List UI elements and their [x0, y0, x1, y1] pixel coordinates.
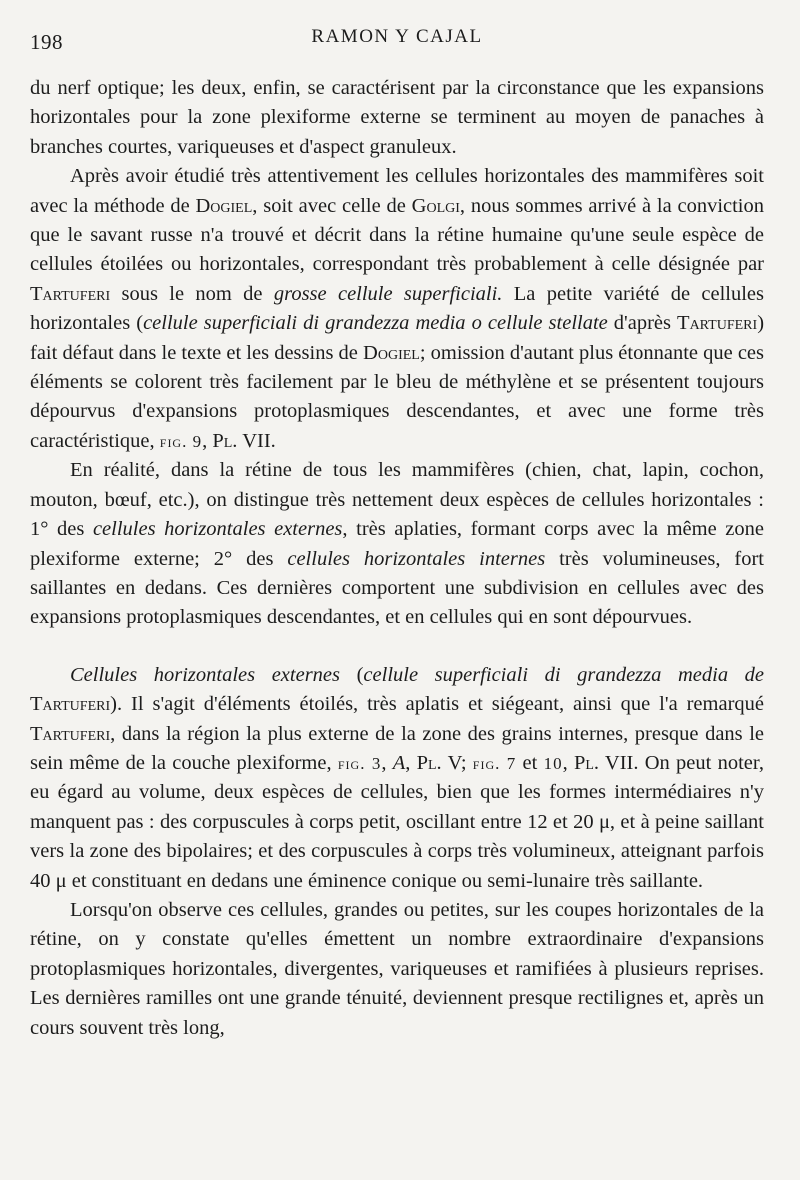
text-run: VII. On peut noter, eu égard au volume, deux espèces de cellules, bien que les formes intermédiaires n'y manquent pas : des corpuscules à corps petit, oscillant entre 12 et 20 μ, et à peine saillant vers la zone des bipolaires; et des corpuscules à corps très volumineux, atteignant parfois 40 μ et constituant en dedans une éminence conique ou semi-lunaire très saillante.	[30, 751, 764, 892]
text-run: ). Il s'agit d'éléments étoilés, très aplatis et siégeant, ainsi que l'a remarqué	[110, 693, 764, 716]
italic-term: cellules horizontales internes	[287, 547, 546, 570]
text-run: (	[340, 663, 364, 686]
body-text	[30, 74, 764, 1043]
text-run: ,	[381, 751, 393, 774]
text-run: ,	[202, 429, 213, 452]
small-caps-name: Dogiel	[363, 341, 420, 364]
paragraph-p5	[30, 896, 764, 1043]
text-run: VII.	[237, 429, 276, 452]
italic-term: A	[392, 751, 406, 774]
italic-term: cellule superficiali di grandezza media o cellule stellate	[143, 312, 608, 335]
text-run: ; omission d'autant plus étonnante que ces éléments se colorent très facilement par le bleu de méthylène et se présentent toujours dépourvus d'expansions protoplasmiques descendantes, et avec une forme très caractéristique,	[30, 341, 765, 452]
text-run: d'après	[607, 312, 678, 335]
figure-reference: fig. 3	[337, 753, 382, 773]
text-run: , très aplaties, formant corps avec la même zone plexiforme externe; 2° des	[30, 518, 764, 570]
text-run: du nerf optique; les deux, enfin, se caractérisent par la circonstance que les expansions horizontales pour la zone plexiforme externe se terminent au moyen de panaches à branches courtes, variqueuses et d'aspect granuleux.	[30, 77, 764, 158]
paragraph-p4	[30, 661, 764, 896]
text-run: sous le nom de	[110, 282, 274, 305]
text-run: Après avoir étudié très attentivement les cellules horizontales des mammifères soit avec la méthode de	[30, 165, 764, 217]
small-caps-name: Tartuferi	[30, 282, 111, 305]
text-run: , dans la région la plus externe de la zone des grains internes, presque dans le sein même de la couche plexiforme,	[30, 722, 764, 774]
small-caps-name: Pl.	[416, 751, 442, 774]
small-caps-name: Pl.	[212, 429, 238, 452]
figure-reference: fig. 7	[472, 753, 517, 773]
running-title: RAMON Y CAJAL	[311, 26, 483, 47]
running-head	[30, 20, 764, 60]
text-run: En réalité, dans la rétine de tous les mammifères (chien, chat, lapin, cochon, mouton, bœuf, etc.), on distingue très nettement deux espèces de cellules horizontales : 1° des	[30, 459, 764, 541]
paragraph-p3	[30, 456, 764, 632]
italic-term: grosse cellule superficiali.	[273, 282, 503, 305]
paragraph-p2	[30, 162, 764, 456]
italic-term: Cellules horizontales externes	[70, 663, 341, 686]
figure-reference: fig. 9	[159, 431, 203, 451]
small-caps-name: Dogiel	[195, 194, 253, 217]
figure-reference: 10	[543, 753, 563, 773]
text-run: , nous sommes arrivé à la conviction que le savant russe n'a trouvé et décrit dans la rétine humaine qu'une seule espèce de cellules étoilées ou horizontales, correspondant très probablement à celle désignée par	[30, 194, 765, 276]
text-run: et	[516, 751, 544, 774]
text-run: très volumineuses, fort saillantes en dedans. Ces dernières comportent une subdivision en cellules avec des expansions protoplasmiques descendantes, et en cellules qui en sont dépourvues.	[30, 547, 764, 629]
italic-term: cellule superficiali di grandezza media de	[363, 663, 764, 686]
text-run: Lorsqu'on observe ces cellules, grandes ou petites, sur les coupes horizontales de la rétine, on y constate qu'elles émettent un nombre extraordinaire d'expansions protoplasmiques horizontales, divergentes, variqueuses et ramifiées à plusieurs reprises. Les dernières ramilles ont une grande ténuité, deviennent presque rectilignes et, après un cours souvent très long,	[30, 898, 764, 1039]
page-number: 198	[30, 30, 63, 54]
text-run: , soit avec celle de	[252, 194, 412, 217]
small-caps-name: Tartuferi	[677, 312, 758, 335]
small-caps-name: Tartuferi	[30, 693, 111, 716]
text-run: ) fait défaut dans le texte et les dessins de	[30, 312, 765, 364]
small-caps-name: Tartuferi	[30, 722, 111, 745]
paragraph-p1	[30, 74, 764, 162]
text-run: ,	[562, 751, 574, 774]
text-run: La petite variété de cellules horizontales (	[30, 282, 764, 335]
text-run: ,	[405, 751, 417, 774]
italic-term: cellules horizontales externes	[92, 518, 343, 541]
small-caps-name: Pl.	[573, 751, 600, 774]
small-caps-name: Golgi	[411, 194, 460, 217]
text-run: V;	[441, 751, 473, 774]
